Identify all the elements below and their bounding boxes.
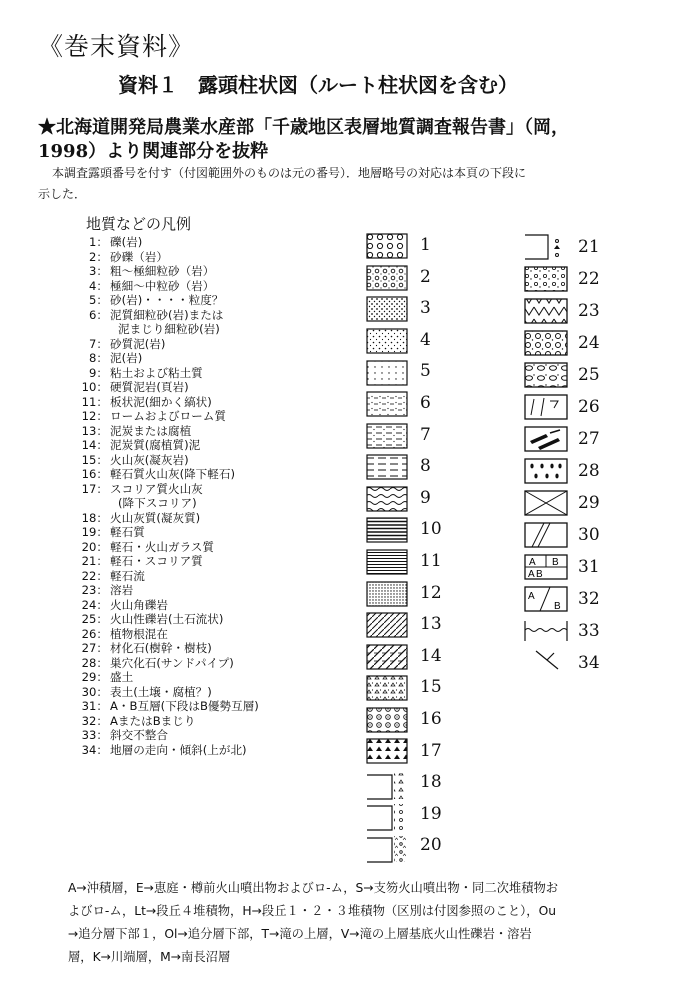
pattern-number: 3 <box>420 298 431 319</box>
legend-item-number: 6： <box>89 307 108 322</box>
pattern-number: 18 <box>420 772 442 793</box>
pattern-number: 17 <box>420 740 442 761</box>
label-31-b1: B <box>552 557 559 568</box>
legend-item-number: 15： <box>81 452 108 467</box>
legend-item-text: 泥炭質(腐植質)泥 <box>110 438 201 452</box>
legend-item-number: 21： <box>81 554 108 568</box>
pattern-number: 16 <box>420 709 442 729</box>
legend-item-number: 7： <box>89 336 108 351</box>
legend-item-text: 硬質泥岩(頁岩) <box>110 380 189 394</box>
pattern-29-fill <box>525 491 567 515</box>
legend-item-text: 軽石・火山ガラス質 <box>110 539 214 554</box>
legend-item <box>80 453 189 467</box>
legend-item-text: 板状泥(細かく縞状) <box>110 394 212 409</box>
legend-item-text: 火山灰(凝灰岩) <box>110 452 189 467</box>
document-title: 資料１ 露頭柱状図（ルート柱状図を含む） <box>118 73 518 97</box>
legend-item <box>80 511 200 525</box>
legend-item-number: 3： <box>89 264 108 278</box>
legend-item <box>80 380 189 394</box>
pattern-18-tuffaceous <box>367 773 406 799</box>
pattern-number: 7 <box>420 424 431 445</box>
pattern-number: 20 <box>420 835 442 856</box>
section-title: 《巻末資料》 <box>38 32 195 61</box>
legend-item-number: 33： <box>81 728 108 742</box>
legend-item-text: 火山角礫岩 <box>110 597 168 612</box>
pattern-12-loam <box>367 582 407 606</box>
pattern-19-pumiceous <box>367 804 406 830</box>
legend-item-number: 10： <box>81 380 108 394</box>
label-31-b2: B <box>536 569 543 580</box>
legend-item-text: 砂(岩)・・・・粒度？ <box>110 293 224 307</box>
pattern-number: 6 <box>420 393 431 413</box>
legend-item-continuation: (降下スコリア) <box>118 496 197 510</box>
pattern-number: 21 <box>578 237 600 257</box>
legend-item-number: 23： <box>81 583 108 597</box>
legend-item <box>80 308 223 322</box>
pattern-number: 28 <box>578 461 600 481</box>
legend-item-text: 溶岩 <box>110 583 134 597</box>
legend-item <box>80 743 247 757</box>
legend-item <box>80 395 212 409</box>
pattern-5-sand <box>367 361 407 385</box>
pattern-number: 32 <box>578 589 600 609</box>
pattern-number: 9 <box>420 487 431 508</box>
pattern-number: 4 <box>420 329 431 350</box>
legend-item-number: 31： <box>81 699 108 713</box>
pattern-number: 26 <box>578 397 600 417</box>
legend-item-text: 粘土および粘土質 <box>110 365 203 380</box>
legend-item <box>80 409 226 423</box>
pattern-25-volcanic-conglomerate <box>525 363 567 387</box>
legend-item-text: A・B互層(下段はB優勢互層) <box>110 699 259 713</box>
pattern-number: 30 <box>578 525 600 545</box>
legend-item-number: 34： <box>81 742 108 757</box>
footer-line-2: よびロ-ム，Lt→段丘４堆積物，H→段丘１・２・３堆積物（区別は付図参照のこと），Ou <box>68 904 557 918</box>
label-32-b: B <box>554 601 561 612</box>
legend-item <box>80 482 203 496</box>
legend-item <box>80 656 234 670</box>
legend-item <box>80 337 165 351</box>
legend-item-number: 32： <box>81 713 108 728</box>
footer-line-4: 層，K→川端層，M→南長沼層 <box>68 950 231 964</box>
legend-item <box>80 467 235 481</box>
pattern-number: 11 <box>420 551 442 571</box>
pattern-number: 14 <box>420 645 442 666</box>
pattern-number: 2 <box>420 266 431 287</box>
legend-item <box>80 685 212 699</box>
legend-item-number: 19： <box>81 525 108 539</box>
legend-item-number: 18： <box>81 510 108 525</box>
legend-item-number: 17： <box>81 481 108 496</box>
footer-line-3: →追分層下部１，Ol→追分層下部，T→滝の上層，V→滝の上層基底火山性礫岩・溶岩 <box>68 927 532 941</box>
legend-item <box>80 525 145 539</box>
label-31-a2: A <box>528 569 535 580</box>
legend-item-text: スコリア質火山灰 <box>110 481 203 496</box>
legend-item <box>80 438 200 452</box>
legend-item-text: AまたはBまじり <box>110 713 196 728</box>
pattern-number: 10 <box>420 519 442 540</box>
pattern-15-volcanic-ash <box>367 676 407 700</box>
pattern-13-peat <box>367 613 407 637</box>
pattern-20-pumice-glass <box>367 836 406 862</box>
legend-item-number: 28： <box>81 655 108 670</box>
pattern-33-unconformity <box>525 621 567 641</box>
pattern-31-ab-alternation <box>525 555 567 580</box>
legend-item-text: 極細～中粒砂（岩） <box>110 278 215 293</box>
legend-item-number: 13： <box>81 423 108 438</box>
legend-item-number: 16： <box>81 467 108 481</box>
legend-item-text: 材化石(樹幹・樹枝) <box>110 641 212 655</box>
legend-item <box>80 612 223 626</box>
pattern-32-a-or-b-mixed <box>525 587 567 612</box>
legend-item <box>80 366 203 380</box>
pattern-number: 15 <box>420 677 442 698</box>
label-32-a: A <box>528 591 535 602</box>
pattern-2-sandy-gravel <box>367 266 407 290</box>
legend-item <box>80 714 195 728</box>
pattern-number: 5 <box>420 361 431 382</box>
legend-item-number: 2： <box>89 249 108 264</box>
legend-item-number: 5： <box>89 293 108 307</box>
pattern-number: 25 <box>578 365 600 385</box>
pattern-14-peaty-mud <box>367 645 407 669</box>
legend-item-text: 斜交不整合 <box>110 728 168 742</box>
pattern-34-strike-dip <box>536 651 558 669</box>
pattern-17-scoria-ash <box>367 739 407 763</box>
pattern-number: 24 <box>578 333 600 353</box>
legend-title: 地質などの凡例 <box>86 215 192 233</box>
legend-item <box>80 279 214 293</box>
legend-item <box>80 583 133 597</box>
legend-item-number: 29： <box>81 670 108 684</box>
pattern-10-shale <box>367 518 407 542</box>
legend-item-number: 11： <box>81 394 108 409</box>
legend-item <box>80 540 214 554</box>
legend-item-number: 25： <box>81 612 108 626</box>
legend-item-number: 30： <box>81 684 108 699</box>
legend-item-number: 27： <box>81 641 108 655</box>
pattern-11-platy-mud <box>367 550 407 574</box>
pattern-3-coarse-sand <box>367 297 407 321</box>
legend-item <box>80 569 145 583</box>
pattern-number: 8 <box>420 456 431 477</box>
pattern-6-muddy-sand <box>367 392 407 416</box>
source-citation-line-2: 1998）より関連部分を抜粋 <box>38 141 269 162</box>
pattern-21-pumice-scoria <box>525 235 560 259</box>
legend-item-text: 軽石質火山灰(降下軽石) <box>110 467 235 481</box>
legend-item-text: 砂礫（岩） <box>110 249 168 264</box>
pattern-28-burrow-fossil <box>525 459 567 483</box>
legend-item <box>80 351 142 365</box>
legend-item <box>80 235 142 249</box>
legend-item-text: 礫(岩) <box>110 235 143 249</box>
pattern-30-topsoil <box>525 523 567 547</box>
legend-item-number: 12： <box>81 409 108 423</box>
legend-item-text: 地層の走向・傾斜(上が北) <box>110 742 247 757</box>
pattern-number: 33 <box>578 621 600 641</box>
legend-item-number: 22： <box>81 568 108 583</box>
pattern-9-clay <box>367 487 407 511</box>
legend-item-number: 1： <box>89 235 108 249</box>
legend-item-text: 巣穴化石(サンドパイプ) <box>110 655 234 670</box>
label-31-a1: A <box>529 557 536 568</box>
pattern-7-sandy-mud <box>367 424 407 448</box>
legend-item-text: 盛土 <box>110 670 134 684</box>
pattern-column-2 <box>524 233 572 673</box>
pattern-number: 12 <box>420 582 442 603</box>
pattern-4-fine-sand <box>367 329 407 353</box>
legend-item <box>80 293 223 307</box>
pattern-number: 13 <box>420 614 442 635</box>
legend-item-number: 4： <box>89 278 108 293</box>
legend-item <box>80 641 212 655</box>
legend-item-text: 火山灰質(凝灰質) <box>110 510 201 525</box>
legend-item <box>80 670 133 684</box>
note-line-2: 示した． <box>38 187 87 201</box>
legend-item-continuation: 泥まじり細粒砂(岩) <box>118 322 220 336</box>
legend-item-text: 粗～極細粒砂（岩） <box>110 264 215 278</box>
legend-item <box>80 728 168 742</box>
legend-item-text: 軽石流 <box>110 568 145 583</box>
pattern-24-volcanic-breccia <box>525 331 567 355</box>
pattern-number: 34 <box>578 653 600 673</box>
pattern-column-1 <box>366 233 410 865</box>
legend-item-number: 26： <box>81 626 108 641</box>
pattern-16-pumice-ash <box>367 708 407 732</box>
legend-item-number: 8： <box>89 351 108 365</box>
legend-item-text: 泥質細粒砂(岩)または <box>110 307 224 322</box>
pattern-number: 1 <box>420 235 431 255</box>
pattern-1-gravel <box>367 234 407 258</box>
pattern-8-mud <box>367 455 407 479</box>
pattern-number: 19 <box>420 803 442 824</box>
legend-item-text: 表土(土壌・腐植？) <box>110 684 212 699</box>
legend-item <box>80 554 203 568</box>
pattern-number: 27 <box>578 429 600 449</box>
legend-item <box>80 598 168 612</box>
legend-item <box>80 424 191 438</box>
pattern-23-lava <box>525 299 567 323</box>
legend-item-number: 9： <box>89 365 108 380</box>
legend-item <box>80 699 259 713</box>
legend-item-number: 14： <box>81 438 108 452</box>
pattern-26-plant-roots <box>525 395 567 419</box>
legend-item-text: ロームおよびローム質 <box>110 409 226 423</box>
footer-line-1: A→沖積層，E→恵庭・樽前火山噴出物およびロ-ム，S→支笏火山噴出物・同二次堆積物お <box>68 881 559 895</box>
legend-item <box>80 264 214 278</box>
legend-item-text: 植物根混在 <box>110 626 168 641</box>
source-citation-line-1: ★北海道開発局農業水産部「千歳地区表層地質調査報告書」（岡， <box>38 117 569 138</box>
legend-item-text: 泥炭または腐植 <box>110 423 192 438</box>
legend-item-text: 砂質泥(岩) <box>110 336 166 351</box>
pattern-number: 23 <box>578 301 600 321</box>
legend-item <box>80 250 168 264</box>
pattern-number: 22 <box>578 269 600 289</box>
legend-item-text: 軽石・スコリア質 <box>110 554 203 568</box>
legend-item-number: 20： <box>81 539 108 554</box>
pattern-22-pumice-flow <box>525 267 567 291</box>
legend-item-text: 火山性礫岩(土石流状) <box>110 612 224 626</box>
note-line-1: 本調査露頭番号を付す（付図範囲外のものは元の番号）．地層略号の対応は本頁の下段に <box>52 166 527 180</box>
legend-item <box>80 627 168 641</box>
legend-item-text: 泥(岩) <box>110 351 143 365</box>
legend-item-number: 24： <box>81 597 108 612</box>
legend-item-text: 軽石質 <box>110 525 145 539</box>
pattern-number: 31 <box>578 557 600 577</box>
pattern-number: 29 <box>578 493 600 513</box>
pattern-27-wood-fossil <box>525 427 567 451</box>
